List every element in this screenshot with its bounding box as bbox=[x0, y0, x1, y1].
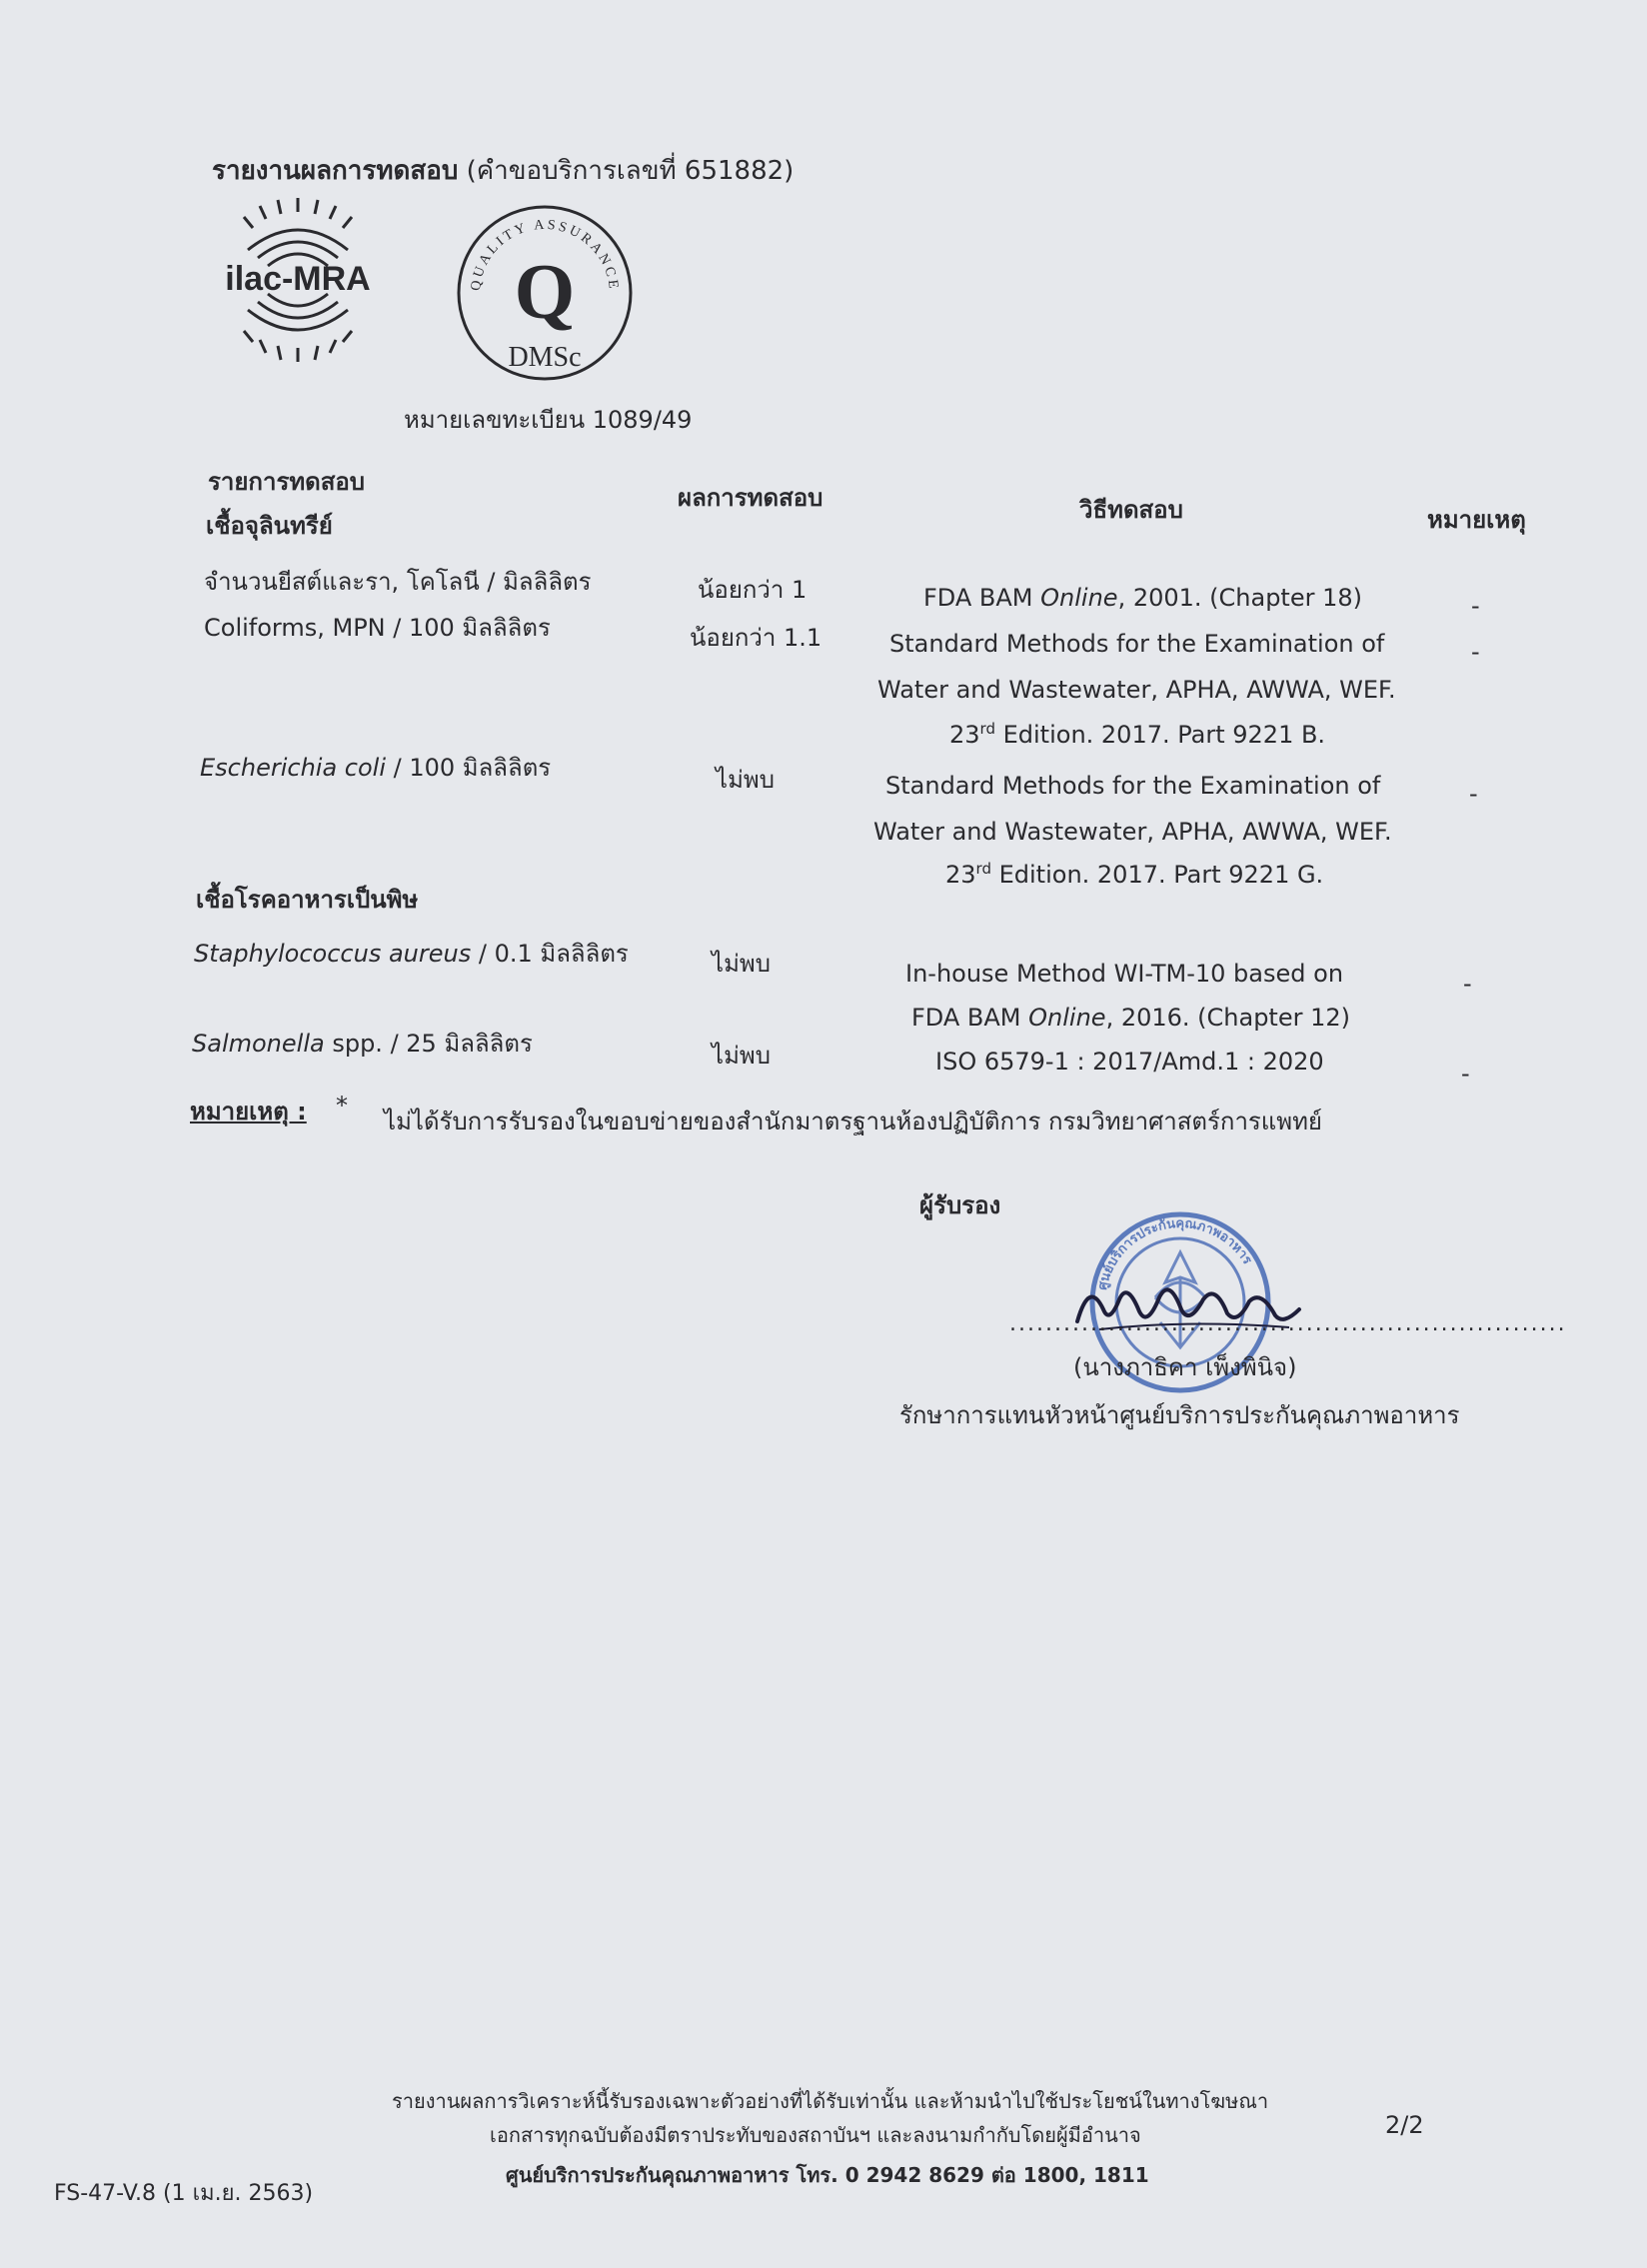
note-text: ไม่ได้รับการรับรองในขอบข่ายของสำนักมาตรฐานห้องปฏิบัติการ กรมวิทยาศาสตร์การแพทย์ bbox=[384, 1108, 1322, 1135]
table-row-item: Salmonella spp. / 25 มิลลิลิตร bbox=[192, 1030, 533, 1058]
signatory-position: รักษาการแทนหัวหน้าศูนย์บริการประกันคุณภาพอาหาร bbox=[899, 1401, 1460, 1429]
method-standard-9221g-line3: 23rd Edition. 2017. Part 9221 G. bbox=[945, 860, 1324, 889]
request-number: (คำขอบริการเลขที่ 651882) bbox=[466, 156, 795, 186]
dmsc-quality-assurance-logo bbox=[452, 200, 638, 386]
table-row-remark: - bbox=[1461, 1060, 1470, 1088]
ilac-logo-text: ilac-MRA bbox=[225, 260, 371, 298]
col-header-remark: หมายเหตุ bbox=[1427, 506, 1526, 534]
qa-bottom-text: DMSc bbox=[508, 342, 582, 373]
method-standard-9221g-line2: Water and Wastewater, APHA, AWWA, WEF. bbox=[873, 818, 1392, 846]
table-row-remark: - bbox=[1463, 970, 1472, 998]
method-standard-9221b-line1: Standard Methods for the Examination of bbox=[889, 630, 1385, 658]
approver-label: ผู้รับรอง bbox=[919, 1191, 1001, 1219]
col-header-method: วิธีทดสอบ bbox=[1079, 496, 1183, 524]
footer-disclaimer-line2: เอกสารทุกฉบับต้องมีตราประทับของสถาบันฯ และลงนามกำกับโดยผู้มีอำนาจ bbox=[490, 2123, 1141, 2147]
table-row-item: Escherichia coli / 100 มิลลิลิตร bbox=[200, 754, 552, 782]
registration-number: หมายเลขทะเบียน 1089/49 bbox=[404, 406, 693, 434]
table-row-item: Staphylococcus aureus / 0.1 มิลลิลิตร bbox=[194, 940, 629, 968]
table-row-result: น้อยกว่า 1 bbox=[698, 576, 808, 604]
table-row-remark: - bbox=[1471, 638, 1480, 666]
method-iso-6579: ISO 6579-1 : 2017/Amd.1 : 2020 bbox=[935, 1048, 1324, 1076]
table-row-result: ไม่พบ bbox=[712, 950, 771, 978]
method-inhouse-line1: In-house Method WI-TM-10 based on bbox=[905, 960, 1344, 988]
table-row-result: ไม่พบ bbox=[712, 1042, 771, 1070]
table-row-result: ไม่พบ bbox=[716, 766, 775, 794]
method-standard-9221b-line2: Water and Wastewater, APHA, AWWA, WEF. bbox=[877, 676, 1396, 704]
report-title-bold: รายงานผลการทดสอบ bbox=[212, 156, 459, 186]
note-star: * bbox=[336, 1092, 348, 1120]
report-title bbox=[212, 150, 794, 191]
signatory-name: (นางภาธิคา เพ็งพินิจ) bbox=[1073, 1353, 1297, 1381]
col-header-item: รายการทดสอบ bbox=[208, 468, 366, 496]
footer-disclaimer-line1: รายงานผลการวิเคราะห์นี้รับรองเฉพาะตัวอย่างที่ได้รับเท่านั้น และห้ามนำไปใช้ประโยชน์ในทางโฆษณา bbox=[392, 2089, 1269, 2113]
section-food-poisoning-pathogens: เชื้อโรคอาหารเป็นพิษ bbox=[196, 886, 419, 914]
note-label: หมายเหตุ : bbox=[190, 1098, 307, 1126]
page-number: 2/2 bbox=[1385, 2111, 1424, 2139]
method-standard-9221g-line1: Standard Methods for the Examination of bbox=[885, 772, 1381, 800]
section-microorganisms: เชื้อจุลินทรีย์ bbox=[206, 512, 333, 540]
seal-ring-text: ศูนย์บริการประกันคุณภาพอาหาร bbox=[1095, 1215, 1255, 1292]
method-standard-9221b-line3: 23rd Edition. 2017. Part 9221 B. bbox=[949, 720, 1326, 749]
table-row-result: น้อยกว่า 1.1 bbox=[690, 624, 823, 652]
table-row-remark: - bbox=[1471, 592, 1480, 620]
form-code: FS-47-V.8 (1 เม.ย. 2563) bbox=[54, 2181, 314, 2206]
table-row-item: จำนวนยีสต์และรา, โคโลนี / มิลลิลิตร bbox=[204, 568, 592, 596]
qa-ring-text: QUALITY ASSURANCE bbox=[468, 217, 622, 293]
method-fda-bam-2001: FDA BAM Online, 2001. (Chapter 18) bbox=[923, 584, 1363, 612]
col-header-result: ผลการทดสอบ bbox=[678, 484, 824, 512]
method-inhouse-line2: FDA BAM Online, 2016. (Chapter 12) bbox=[911, 1004, 1351, 1032]
footer-contact: ศูนย์บริการประกันคุณภาพอาหาร โทร. 0 2942 8629 ต่อ 1800, 1811 bbox=[506, 2163, 1149, 2187]
qa-letter: Q bbox=[514, 248, 576, 335]
table-row-remark: - bbox=[1469, 780, 1478, 808]
table-row-item: Coliforms, MPN / 100 มิลลิลิตร bbox=[204, 614, 551, 642]
signature-dotted-line: .............................................................. bbox=[1009, 1311, 1567, 1336]
ilac-mra-logo bbox=[208, 190, 388, 370]
